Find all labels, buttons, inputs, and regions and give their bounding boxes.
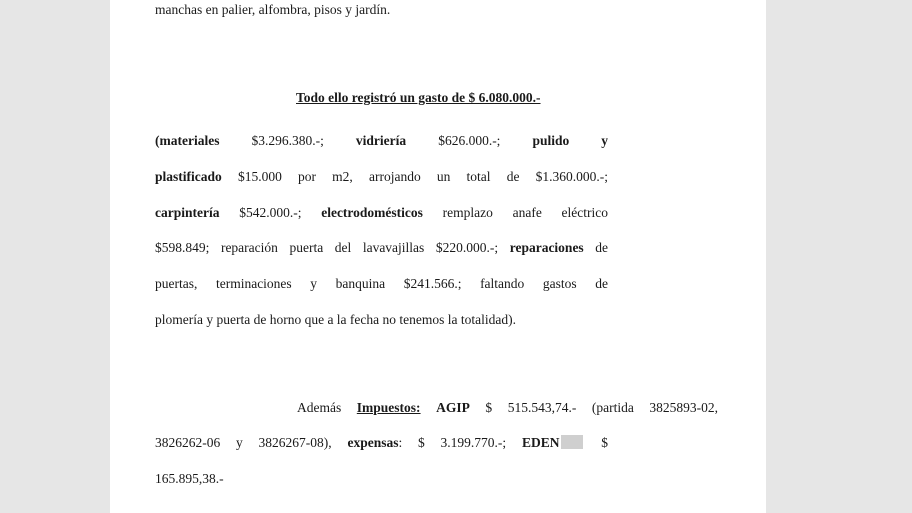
eden-dollar: $ xyxy=(601,435,608,450)
pulido-y: y xyxy=(601,133,609,148)
partida-text: (partida 3825893-02, xyxy=(591,400,719,415)
partidas-text: 3826262-06 y 3826267-08), xyxy=(155,435,332,450)
plastificado-text: $15.000 por m2, arrojando un total de $1.360.000.-; xyxy=(237,169,608,184)
expensas-value: : $ 3.199.770.-; xyxy=(398,435,507,450)
pulido-label: pulido xyxy=(532,133,570,148)
expensas-label: expensas xyxy=(347,435,399,450)
agip-value: $ 515.543,74.- xyxy=(485,400,577,415)
eden-label: EDEN xyxy=(521,435,560,450)
materiales-label: (materiales xyxy=(155,133,220,148)
carpinteria-label: carpintería xyxy=(155,205,220,220)
electrodomesticos-label: electrodomésticos xyxy=(321,205,423,220)
redaction-block xyxy=(561,435,583,449)
reparaciones-label: reparaciones xyxy=(509,240,584,255)
top-line: manchas en palier, alfombra, pisos y jardín. xyxy=(155,2,391,17)
costs-line-4-de: de xyxy=(595,240,609,255)
taxes-line-2 xyxy=(155,434,608,451)
costs-line-2 xyxy=(155,168,608,185)
section-heading: Todo ello registró un gasto de $ 6.080.000.- xyxy=(296,90,541,105)
costs-line-4 xyxy=(155,239,608,256)
costs-line-5: puertas, terminaciones y banquina $241.566.; faltando gastos de xyxy=(155,276,608,291)
costs-line-6: plomería y puerta de horno que a la fecha no tenemos la totalidad). xyxy=(155,312,516,327)
costs-line-4-text: $598.849; reparación puerta del lavavajillas $220.000.-; xyxy=(155,240,499,255)
plastificado-label: plastificado xyxy=(155,169,222,184)
costs-line-1 xyxy=(155,132,608,149)
vidrieria-label: vidriería xyxy=(355,133,407,148)
vidrieria-value: $626.000.-; xyxy=(438,133,501,148)
materiales-value: $3.296.380.-; xyxy=(251,133,324,148)
carpinteria-value: $542.000.-; xyxy=(239,205,302,220)
ademas-text: Además xyxy=(297,400,342,415)
taxes-line-1 xyxy=(297,399,718,416)
impuestos-label: Impuestos: xyxy=(356,400,421,415)
taxes-line-3: 165.895,38.- xyxy=(155,471,224,486)
agip-label: AGIP xyxy=(436,400,470,415)
electrodomesticos-text: remplazo anafe eléctrico xyxy=(442,205,609,220)
costs-line-3 xyxy=(155,204,608,221)
